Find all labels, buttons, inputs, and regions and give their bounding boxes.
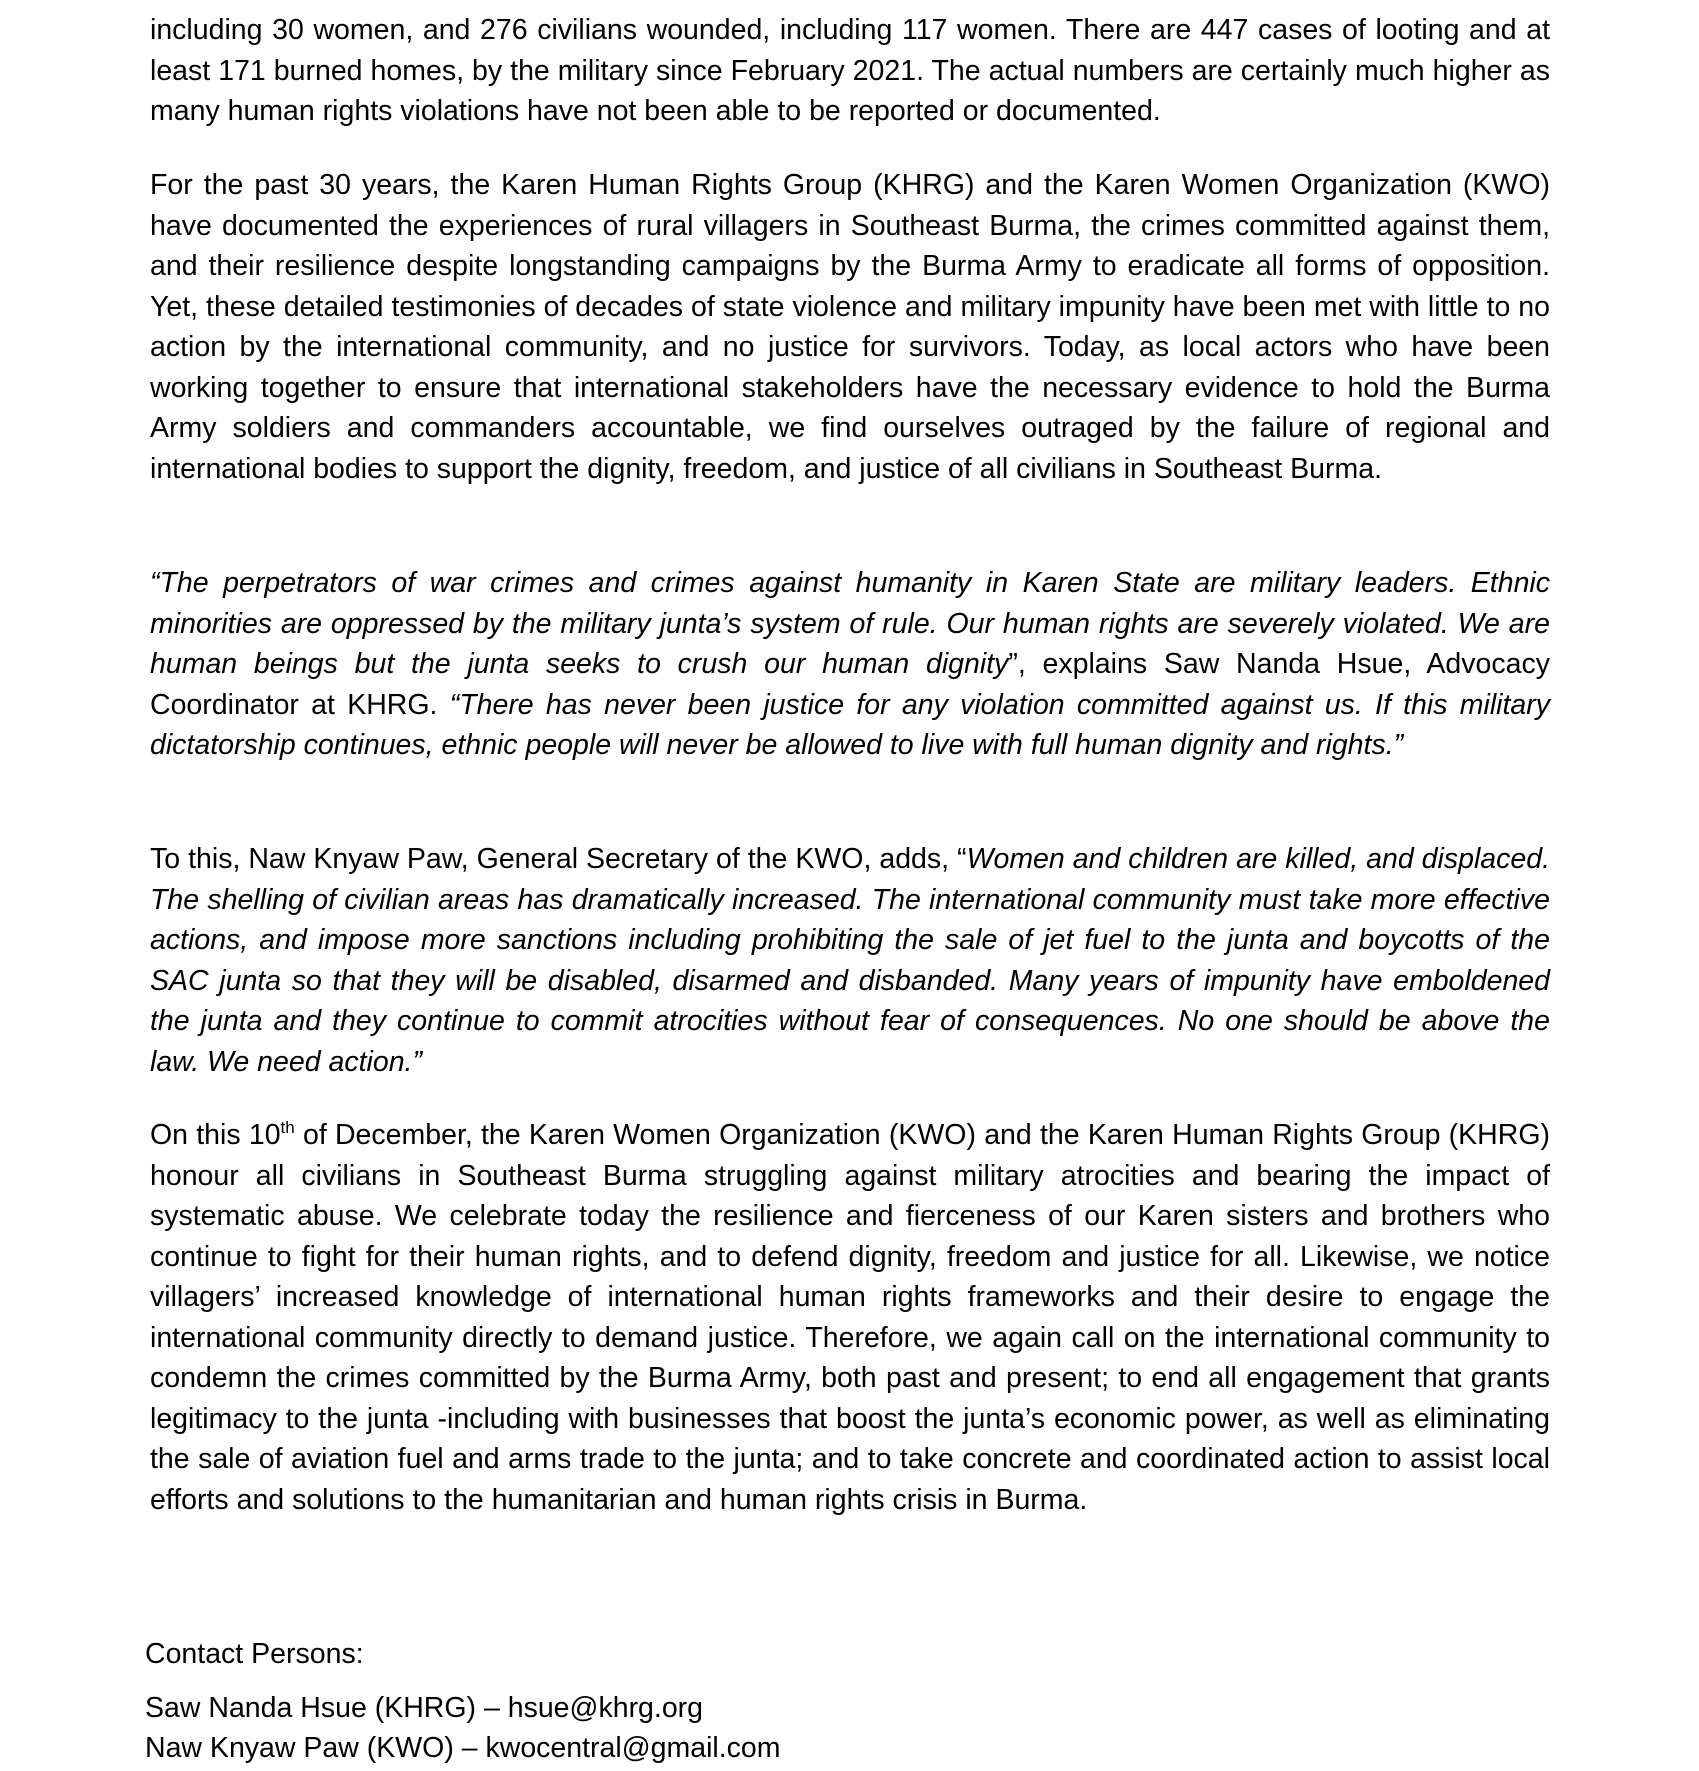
paragraph-call-to-action: [150, 1115, 1550, 1520]
quote-text: Women and children are killed, and displaced. The shelling of civilian areas has dramatically increased. The international community must take more effective actions, and impose more sanctions including prohibiting the sale of jet fuel to the junta and boycotts of the SAC junta so that they will be disabled, disarmed and disbanded. Many years of impunity have emboldened the junta and they continue to commit atrocities without fear of consequences. No one should be above the law. We need action.”: [150, 843, 1550, 1078]
contact-name: Naw Knyaw Paw (KWO) –: [145, 1732, 486, 1764]
contact-email[interactable]: kwocentral@gmail.com: [485, 1732, 781, 1764]
contact-entry: [145, 1728, 781, 1768]
contact-name: Saw Nanda Hsue (KHRG) –: [145, 1692, 508, 1724]
contact-heading: Contact Persons:: [145, 1638, 364, 1670]
paragraph-casualty-figures: [150, 10, 1550, 132]
paragraph-khrg-quote: [150, 563, 1550, 766]
paragraph-text: of December, the Karen Women Organization (KWO) and the Karen Human Rights Group (KHRG) honour all civilians in Southeast Burma struggling against military atrocities and bearing the impact of systematic abuse. We celebrate today the resilience and fierceness of our Karen sisters and brothers who continue to fight for their human rights, and to defend dignity, freedom and justice for all. Likewise, we notice villagers’ increased knowledge of international human rights frameworks and their desire to engage the international community directly to demand justice. Therefore, we again call on the international community to condemn the crimes committed by the Burma Army, both past and present; to end all engagement that grants legitimacy to the junta -including with businesses that boost the junta’s economic power, as well as eliminating the sale of aviation fuel and arms trade to the junta; and to take concrete and coordinated action to assist local efforts and solutions to the humanitarian and human rights crisis in Burma.: [150, 1119, 1551, 1516]
quote-text: “The perpetrators of war crimes and crimes against humanity in Karen State are military leaders. Ethnic minorities are oppressed by the military junta’s system of rule. Our human rights are severely violated. We are human beings but the junta seeks to crush our human dignity: [150, 567, 1550, 680]
paragraph-kwo-quote: [150, 839, 1550, 1082]
ordinal-suffix: th: [280, 1118, 295, 1137]
paragraph-text: For the past 30 years, the Karen Human Rights Group (KHRG) and the Karen Women Organization (KWO) have documented the experiences of rural villagers in Southeast Burma, the crimes committed against them, and their resilience despite longstanding campaigns by the Burma Army to eradicate all forms of opposition. Yet, these detailed testimonies of decades of state violence and military impunity have been met with little to no action by the international community, and no justice for survivors. Today, as local actors who have been working together to ensure that international stakeholders have the necessary evidence to hold the Burma Army soldiers and commanders accountable, we find ourselves outraged by the failure of regional and international bodies to support the dignity, freedom, and justice of all civilians in Southeast Burma.: [150, 169, 1550, 485]
attribution-text: To this, Naw Knyaw Paw, General Secretary of the KWO, adds, “: [150, 843, 967, 875]
attribution-text: ”, explains Saw Nanda Hsue, Advocacy Coordinator at KHRG.: [150, 648, 1550, 721]
contact-email[interactable]: hsue@khrg.org: [507, 1692, 704, 1724]
quote-text: “There has never been justice for any violation committed against us. If this military dictatorship continues, ethnic people will never be allowed to live with full human dignity and rights.”: [150, 688, 1550, 761]
contact-entry: [145, 1688, 703, 1728]
paragraph-text: including 30 women, and 276 civilians wounded, including 117 women. There are 447 cases of looting and at least 171 burned homes, by the military since February 2021. The actual numbers are certainly much higher as many human rights violations have not been able to be reported or documented.: [150, 14, 1550, 127]
paragraph-text: On this 10: [150, 1119, 281, 1151]
paragraph-background: [150, 165, 1550, 489]
